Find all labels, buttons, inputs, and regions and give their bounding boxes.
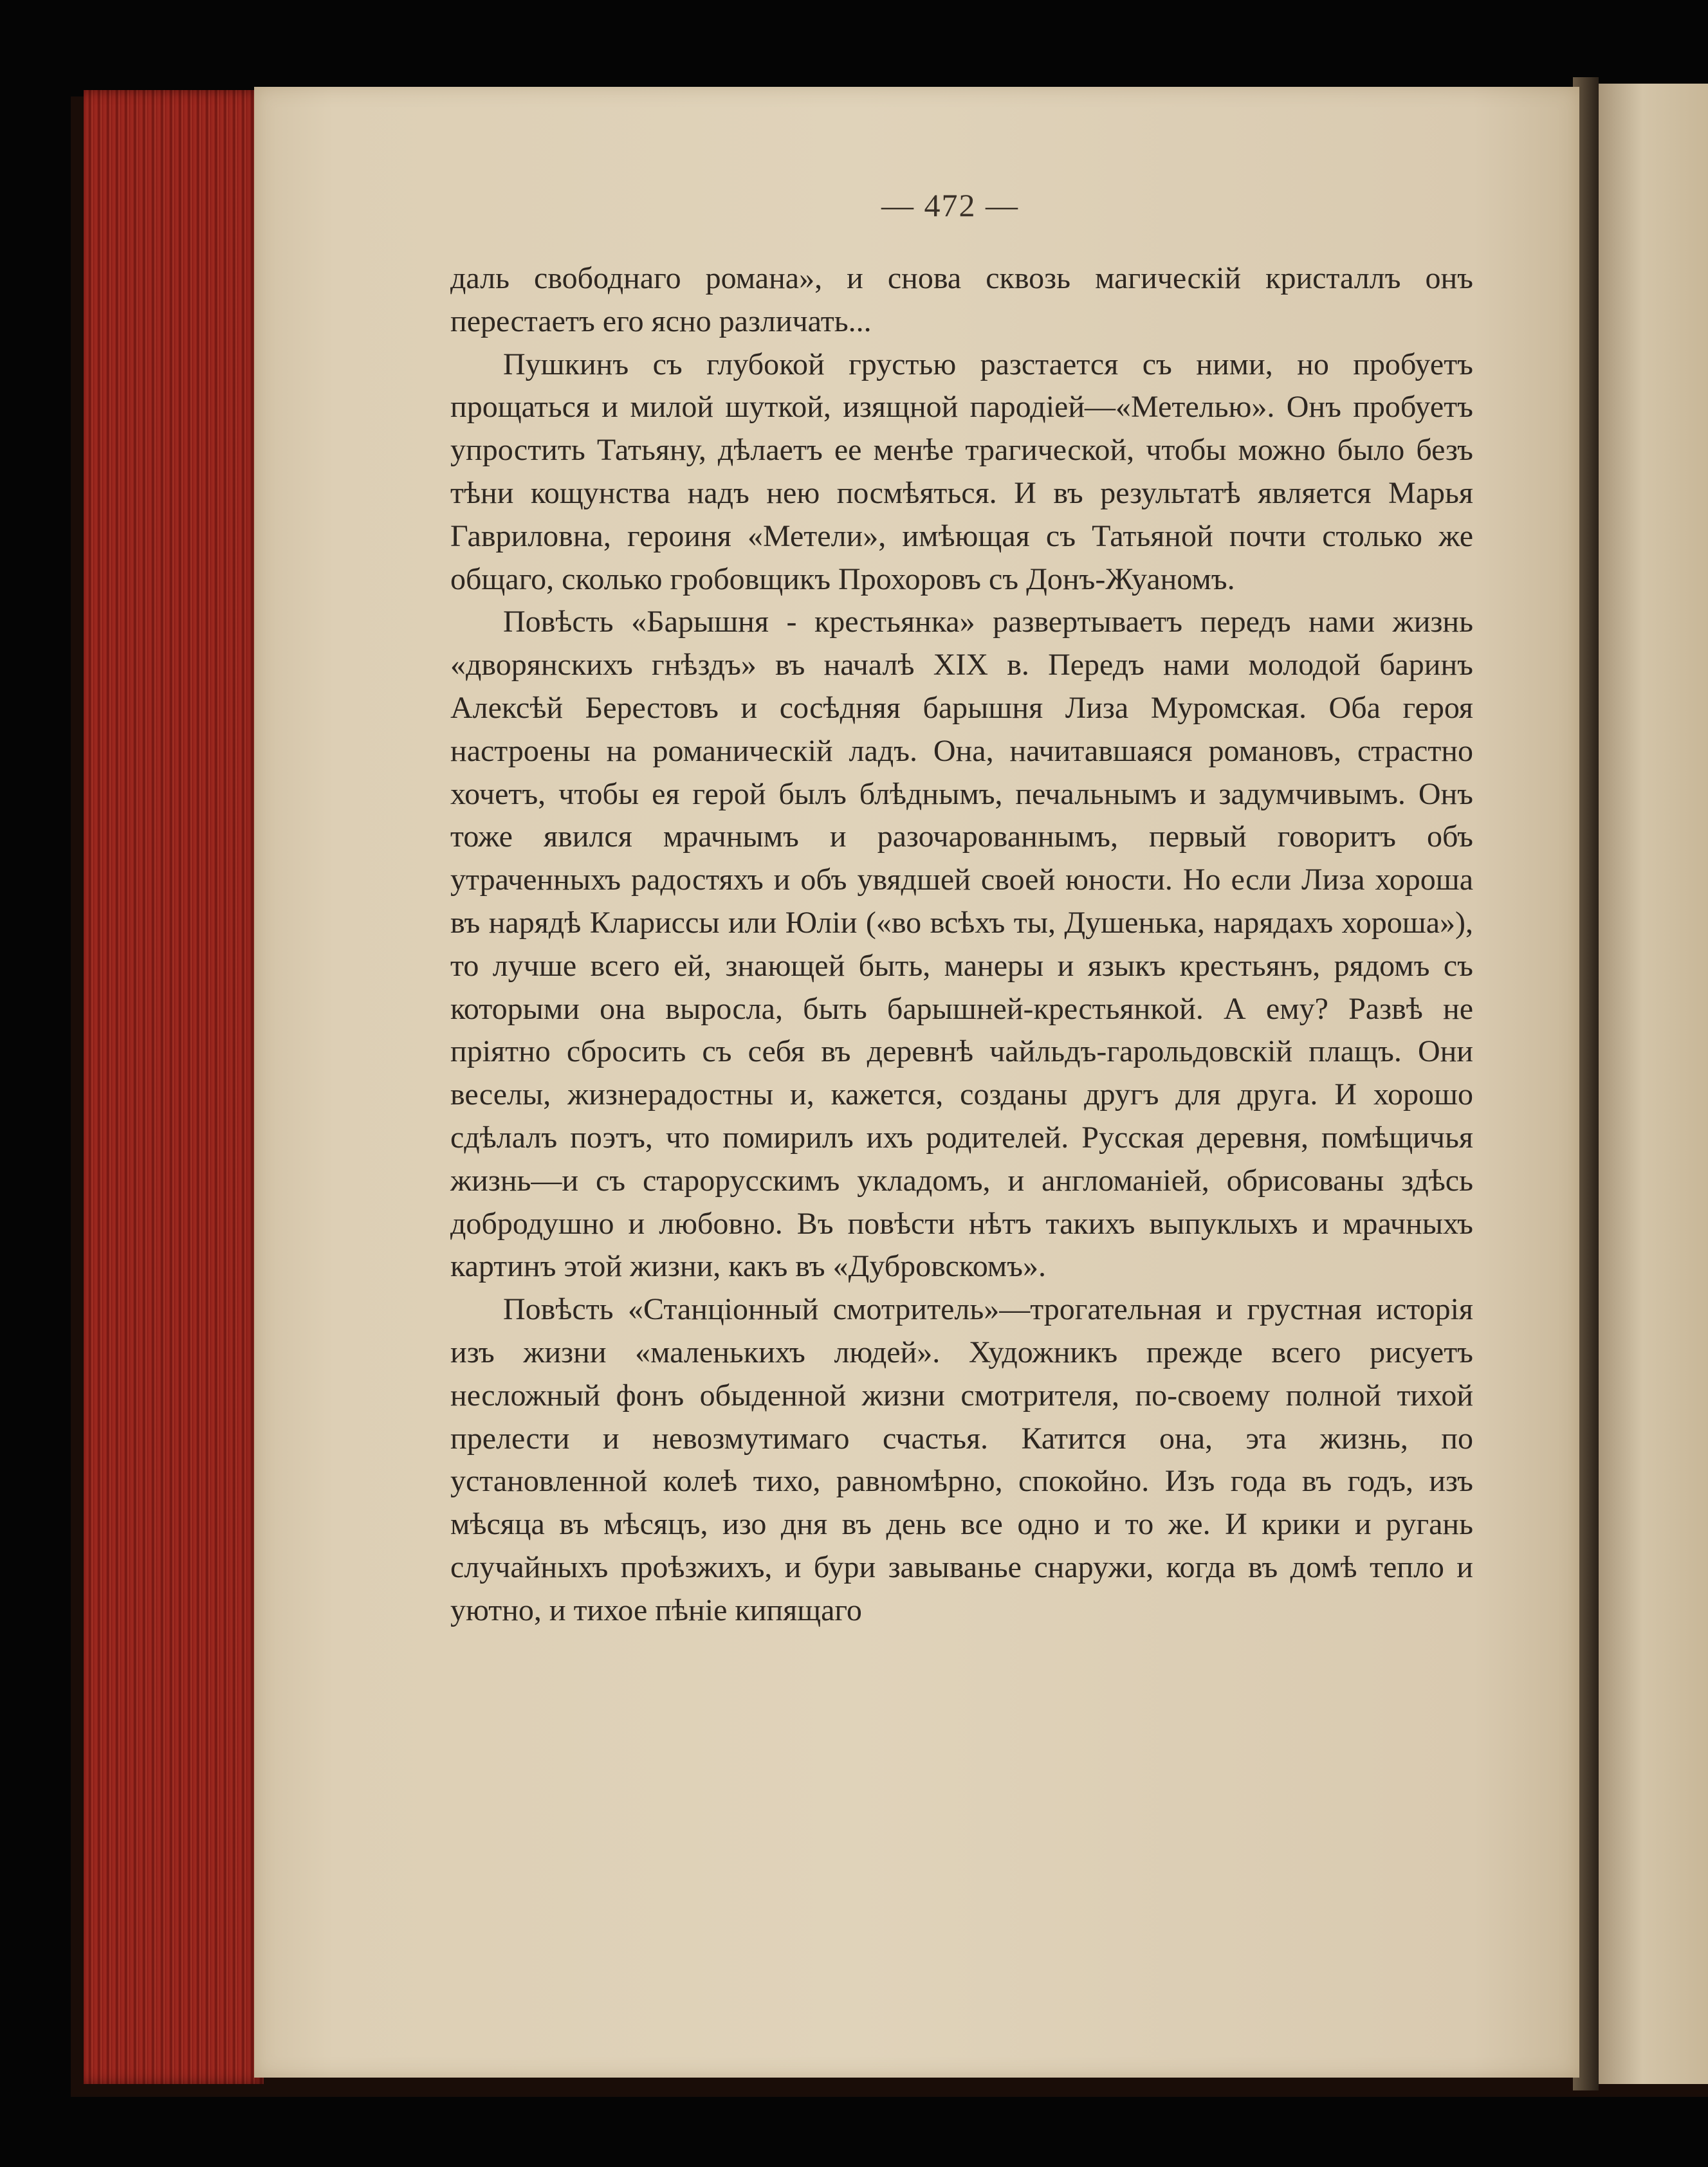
next-page-edge	[1599, 84, 1708, 2084]
page-number: — 472 —	[881, 187, 1019, 223]
page-edges	[84, 90, 264, 2084]
paragraph: даль свободнаго романа», и снова сквозь магическій кристаллъ онъ перестаетъ его ясно различать...	[450, 261, 1473, 338]
paragraph: Повѣсть «Станціонный смотритель»—трогательная и грустная исторія изъ жизни «маленькихъ людей». Художникъ прежде всего рисуетъ несложный фонъ обыденной жизни смотрителя, по-своему полной тихой прелести и невозмутимаго счастья. Катится она, эта жизнь, по установленной колеѣ тихо, равномѣрно, спокойно. Изъ года въ годъ, изъ мѣсяца въ мѣсяцъ, изо дня въ день все одно и то же. И крики и ругань случайныхъ проѣзжихъ, и бури завыванье снаружи, когда въ домѣ тепло и уютно, и тихое пѣніе кипящаго	[450, 1292, 1473, 1627]
paragraph: Повѣсть «Барышня - крестьянка» развертываетъ передъ нами жизнь «дворянскихъ гнѣздъ» въ началѣ XIX в. Передъ нами молодой баринъ Алексѣй Берестовъ и сосѣдняя барышня Лиза Муромская. Оба героя настроены на романическій ладъ. Она, начитавшаяся романовъ, страстно хочетъ, чтобы ея герой былъ блѣднымъ, печальнымъ и задумчивымъ. Онъ тоже явился мрачнымъ и разочарованнымъ, первый говоритъ объ утраченныхъ радостяхъ и объ увядшей своей юности. Но если Лиза хороша въ нарядѣ Клариссы или Юліи («во всѣхъ ты, Душенька, нарядахъ хороша»), то лучше всего ей, знающей быть, манеры и языкъ крестьянъ, рядомъ съ которыми она выросла, быть барышней-крестьянкой. А ему? Развѣ не пріятно сбросить съ себя въ деревнѣ чайльдъ-гарольдовскій плащъ. Они веселы, жизнерадостны и, кажется, созданы другъ для друга. И хорошо сдѣлалъ поэтъ, что помирилъ ихъ родителей. Русская деревня, помѣщичья жизнь—и съ старорусскимъ укладомъ, и англоманіей, обрисованы здѣсь добродушно и любовно. Въ повѣсти нѣтъ такихъ выпуклыхъ и мрачныхъ картинъ этой жизни, какъ въ «Дубровскомъ».	[450, 605, 1473, 1284]
paragraph: Пушкинъ съ глубокой грустью разстается съ ними, но пробуетъ прощаться и милой шуткой, изящной пародіей—«Метелью». Онъ пробуетъ упростить Татьяну, дѣлаетъ ее менѣе трагической, чтобы можно было безъ тѣни кощунства надъ нею посмѣяться. И въ результатѣ является Марья Гавриловна, героиня «Метели», имѣющая съ Татьяной почти столько же общаго, сколько гробовщикъ Прохоровъ съ Донъ-Жуаномъ.	[450, 347, 1473, 596]
page-text	[450, 257, 1473, 1632]
